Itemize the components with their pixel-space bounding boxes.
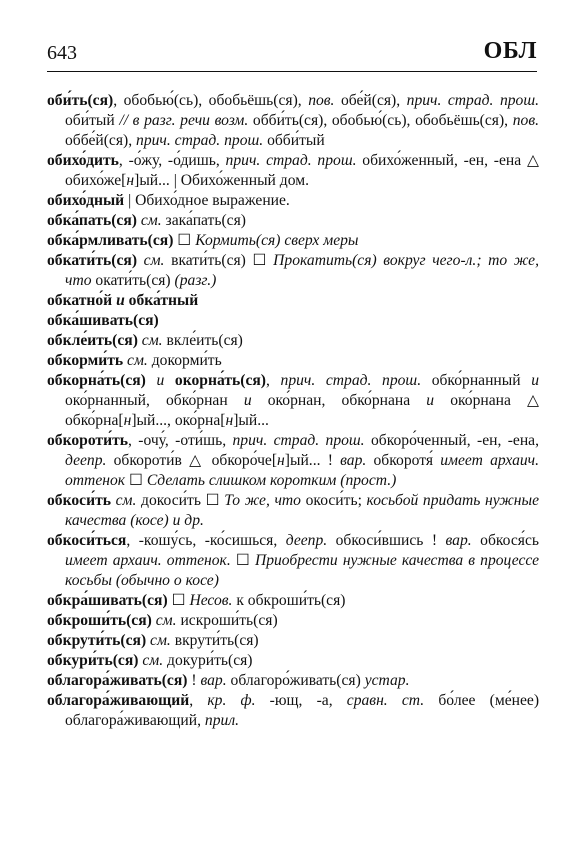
- dictionary-entry: [47, 431, 539, 491]
- entry-text: , обобью́(сь), обобьёшь(ся),: [113, 92, 309, 109]
- entry-text: // в разг. речи возм.: [119, 112, 249, 129]
- dictionary-entry: [47, 291, 539, 311]
- entry-text: обкося́сь: [471, 532, 539, 549]
- entry-text: ]ый... | Обихо́женный дом.: [134, 172, 310, 189]
- entry-text: вкати́ть(ся) ☐: [164, 252, 274, 269]
- dictionary-entry: [47, 491, 539, 531]
- entry-text: вкрути́ть(ся): [170, 632, 259, 649]
- entry-text: обко́рнанный: [421, 372, 532, 389]
- entry-text: окорна́ть(ся): [174, 372, 266, 389]
- dictionary-entry: [47, 231, 539, 251]
- entry-text: обби́ть(ся), обобью́(сь), обобьёшь(ся),: [248, 112, 513, 129]
- entry-text: бо́лее (ме́нее) облагора́живающий,: [65, 692, 540, 729]
- entry-text: см.: [115, 492, 137, 509]
- entry-text: см.: [141, 332, 163, 349]
- entry-text: имеет архаич. оттенок: [65, 452, 540, 489]
- entry-headword: обкоси́ться: [47, 532, 127, 549]
- entry-text: ☐: [230, 552, 255, 569]
- entry-text: вар.: [445, 532, 472, 549]
- entry-text: , -очу́, -оти́шь,: [127, 432, 233, 449]
- entry-text: окоси́ть;: [300, 492, 367, 509]
- entry-text: !: [187, 672, 201, 689]
- entry-text: То же, что: [224, 492, 301, 509]
- entry-text: [164, 372, 175, 389]
- dictionary-entry: [47, 211, 539, 231]
- entry-text: обкороти́в △ обкоро́че[: [106, 452, 278, 469]
- entry-text: обихо́женный, -ен, -ена △ обихо́же[: [65, 152, 539, 189]
- entry-text: н: [123, 412, 132, 429]
- entry-text: обка́тный: [128, 292, 199, 309]
- entry-text: косьбой придать нужные качества (косе) и др.: [65, 492, 539, 529]
- entry-text: обкоро́ченный, -ен, -ена,: [364, 432, 539, 449]
- dictionary-entry: [47, 651, 539, 671]
- entry-text: сравн. ст.: [346, 692, 425, 709]
- entry-text: [146, 372, 157, 389]
- entry-text: , -кошу́сь, -ко́сишься,: [126, 532, 286, 549]
- entry-headword: обкле́ить(ся): [47, 332, 138, 349]
- entry-text: Приобрести нужные качества в процессе косьбы (обычно о косе): [65, 552, 540, 589]
- entry-text: [137, 252, 144, 269]
- entry-text: н: [225, 412, 234, 429]
- entry-headword: обка́рмливать(ся): [47, 232, 174, 249]
- entry-text: оби́тый: [65, 112, 120, 129]
- entry-headword: обихо́дный: [47, 192, 125, 209]
- entry-text: ,: [189, 692, 208, 709]
- entry-text: см.: [140, 212, 162, 229]
- entry-text: Прокатить(ся) вокруг чего-л.; то же, что: [65, 252, 539, 289]
- dictionary-entry: [47, 151, 539, 191]
- entry-text: Кормить(ся) сверх меры: [195, 232, 359, 249]
- entry-text: н: [277, 452, 285, 469]
- entry-text: прич. страд. прош.: [280, 372, 422, 389]
- entry-text: пов.: [308, 92, 335, 109]
- entry-text: окати́ть(ся): [91, 272, 175, 289]
- entry-text: обе́й(ся),: [334, 92, 407, 109]
- entry-text: имеет архаич. оттенок.: [65, 552, 231, 569]
- entry-text: см.: [143, 252, 165, 269]
- entry-text: см.: [155, 612, 177, 629]
- dictionary-entry: [47, 591, 539, 611]
- entry-text: см.: [127, 352, 148, 369]
- entry-text: и: [112, 292, 129, 309]
- entry-text: вкле́ить(ся): [162, 332, 243, 349]
- entry-headword: обкорми́ть: [47, 352, 124, 369]
- entry-headword: обихо́дить: [47, 152, 119, 169]
- dictionary-entry: [47, 371, 539, 431]
- entry-headword: обкорна́ть(ся): [47, 372, 146, 389]
- entry-headword: обкрути́ть(ся): [47, 632, 147, 649]
- entry-text: докоси́ть ☐: [136, 492, 225, 509]
- entry-text: ,: [266, 372, 281, 389]
- entry-text: облагоро́живать(ся): [226, 672, 365, 689]
- entry-headword: облагора́живающий: [47, 692, 190, 709]
- entry-text: пов.: [512, 112, 539, 129]
- page-number: 643: [47, 42, 77, 64]
- dictionary-entry: [47, 671, 539, 691]
- entry-text: обби́тый: [263, 132, 325, 149]
- entry-text: и: [243, 392, 252, 409]
- entry-headword: обкатно́й: [47, 292, 113, 309]
- dictionary-entry: [47, 531, 539, 591]
- entry-text: кр. ф.: [207, 692, 256, 709]
- entry-text: Несов.: [189, 592, 233, 609]
- entry-text: и: [426, 392, 435, 409]
- dictionary-entry: [47, 611, 539, 631]
- entry-headword: обка́пать(ся): [47, 212, 137, 229]
- entry-headword: обкоси́ть: [47, 492, 111, 509]
- entry-text: деепр.: [285, 532, 328, 549]
- entry-text: ]ый...: [233, 412, 269, 429]
- entry-text: докорми́ть: [147, 352, 222, 369]
- dictionary-entry: [47, 191, 539, 211]
- entry-text: прич. страд. прош.: [136, 132, 264, 149]
- entry-text: прил.: [204, 712, 240, 729]
- entry-text: (разг.): [174, 272, 217, 289]
- page-header: [47, 40, 537, 74]
- dictionary-entry: [47, 631, 539, 651]
- entry-text: см.: [150, 632, 171, 649]
- entry-text: | Обихо́дное выражение.: [124, 192, 290, 209]
- entry-headword: обкати́ть(ся): [47, 252, 138, 269]
- entry-text: ☐: [125, 472, 147, 489]
- entry-headword: обка́шивать(ся): [47, 312, 159, 329]
- entry-text: прич. страд. прош.: [232, 432, 365, 449]
- entry-text: прич. страд. прош.: [225, 152, 357, 169]
- entry-text: вар.: [200, 672, 227, 689]
- entry-text: обкоротя́: [366, 452, 441, 469]
- entry-text: око́рнан, обко́рнана: [251, 392, 427, 409]
- entry-text: оббе́й(ся),: [65, 132, 137, 149]
- entry-headword: обкури́ть(ся): [47, 652, 139, 669]
- entry-text: ]ый..., око́рна[: [131, 412, 226, 429]
- entry-headword: обкра́шивать(ся): [47, 592, 168, 609]
- dictionary-entry: [47, 91, 539, 151]
- entry-text: ☐: [167, 592, 190, 609]
- entry-text: и: [156, 372, 165, 389]
- dictionary-entry: [47, 311, 539, 331]
- entry-text: вар.: [340, 452, 367, 469]
- entry-text: искроши́ть(ся): [176, 612, 278, 629]
- entry-text: -ющ, -а,: [255, 692, 347, 709]
- entry-headword: обкроши́ть(ся): [47, 612, 152, 629]
- entry-headword: облагора́живать(ся): [47, 672, 188, 689]
- dictionary-entry: [47, 331, 539, 351]
- entry-text: к обкроши́ть(ся): [232, 592, 346, 609]
- entry-text: н: [126, 172, 135, 189]
- entry-list: [47, 91, 539, 731]
- entry-text: , -о́жу, -о́дишь,: [118, 152, 226, 169]
- dictionary-entry: [47, 251, 539, 291]
- entry-headword: обкороти́ть: [47, 432, 128, 449]
- entry-text: докури́ть(ся): [163, 652, 253, 669]
- running-head: ОБЛ: [483, 38, 537, 64]
- entry-text: см.: [142, 652, 164, 669]
- entry-text: прич. страд. прош.: [406, 92, 540, 109]
- dictionary-entry: [47, 351, 539, 371]
- entry-text: деепр.: [65, 452, 107, 469]
- entry-text: устар.: [364, 672, 410, 689]
- entry-headword: оби́ть(ся): [47, 92, 114, 109]
- entry-text: ☐: [173, 232, 196, 249]
- entry-text: и: [531, 372, 540, 389]
- entry-text: ]ый... !: [284, 452, 341, 469]
- header-rule: [47, 71, 537, 72]
- entry-text: око́рнанный, обко́рнан: [65, 392, 244, 409]
- entry-text: око́рнана △ обко́рна[: [65, 392, 540, 429]
- entry-text: обкоси́вшись !: [327, 532, 446, 549]
- dictionary-entry: [47, 691, 539, 731]
- entry-text: зака́пать(ся): [161, 212, 246, 229]
- entry-text: Сделать слишком коротким (прост.): [146, 472, 397, 489]
